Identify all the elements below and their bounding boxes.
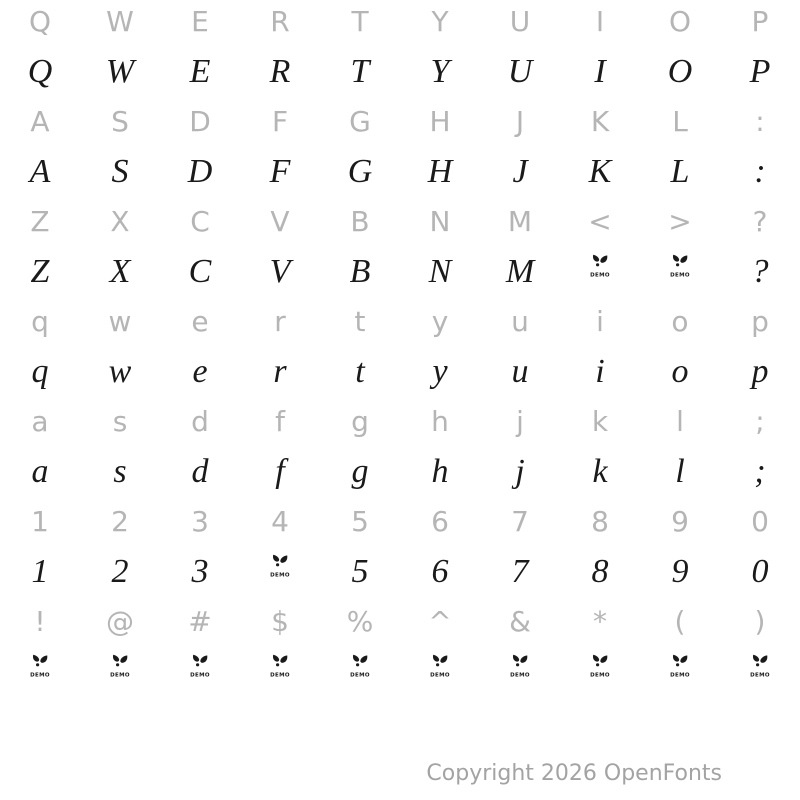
reference-char: X [110,205,130,238]
reference-char: I [595,5,605,38]
demo-glyph [320,644,400,700]
svg-text:DEMO: DEMO [670,272,690,279]
font-char: d [191,453,209,490]
reference-char: 5 [351,505,369,538]
font-char: X [109,253,131,290]
reference-char: ? [752,205,768,238]
font-glyph-row [0,44,800,100]
reference-char: U [509,5,531,38]
font-char: q [31,353,49,390]
font-char: o [671,353,689,390]
reference-char: 1 [31,505,49,538]
reference-char: k [591,405,609,438]
font-char: N [428,253,452,290]
font-char: R [269,53,291,90]
reference-char: s [112,405,128,438]
svg-text:DEMO: DEMO [510,672,530,679]
font-char: t [355,353,365,390]
reference-char: T [351,5,369,38]
reference-char: q [31,305,49,338]
font-char: a [31,453,49,490]
font-char: G [347,153,373,190]
svg-text:DEMO: DEMO [590,672,610,679]
font-char: h [431,453,449,490]
font-char: j [515,453,525,490]
font-char: O [667,53,693,90]
font-char: C [188,253,212,290]
reference-char: @ [106,605,134,638]
font-char: k [592,453,608,490]
demo-glyph [640,644,720,700]
font-char: W [105,53,135,90]
reference-char: e [191,305,209,338]
font-char: r [273,353,287,390]
font-char: T [350,53,370,90]
reference-char: F [271,105,289,138]
demo-glyph [160,644,240,700]
svg-text:DEMO: DEMO [270,572,290,579]
reference-char: ( [674,605,686,638]
font-char: Z [30,253,50,290]
font-char: w [108,353,132,390]
svg-text:DEMO: DEMO [270,672,290,679]
reference-char: < [588,205,612,238]
font-char: ? [751,253,769,290]
font-char: V [269,253,291,290]
font-char: B [349,253,371,290]
reference-char: A [30,105,50,138]
reference-char: 3 [191,505,209,538]
reference-char: Y [431,5,449,38]
demo-glyph [240,544,320,600]
reference-char: ! [34,605,46,638]
reference-char: $ [271,605,289,638]
font-char: ; [754,453,766,490]
reference-char: K [590,105,610,138]
reference-char: t [354,305,366,338]
reference-char: W [106,5,134,38]
svg-text:DEMO: DEMO [750,672,770,679]
reference-char-row [0,0,800,44]
reference-char: g [351,405,369,438]
reference-char: h [431,405,449,438]
reference-char: 6 [431,505,449,538]
font-glyph-row [0,444,800,500]
font-glyph-row [0,244,800,300]
font-char: J [512,153,528,190]
reference-char: O [668,5,692,38]
font-char: y [432,353,448,390]
font-char: A [29,153,51,190]
reference-char: f [275,405,285,438]
font-char: Y [430,53,450,90]
reference-char: 4 [271,505,289,538]
font-char: e [192,353,208,390]
reference-char: M [507,205,533,238]
font-char: 8 [591,553,609,590]
demo-glyph [480,644,560,700]
font-char: H [427,153,453,190]
font-char: D [187,153,213,190]
reference-char: J [515,105,525,138]
reference-char: j [516,405,524,438]
reference-char: V [270,205,290,238]
reference-char: i [596,305,604,338]
font-char: i [595,353,605,390]
font-char: 1 [31,553,49,590]
reference-char: % [346,605,374,638]
font-glyph-row [0,144,800,200]
reference-char: S [111,105,129,138]
fleuron-icon [669,252,691,279]
reference-char: Q [28,5,52,38]
demo-glyph [720,644,800,700]
font-char: E [189,53,211,90]
font-char: I [594,53,606,90]
reference-char: > [668,205,692,238]
reference-char: B [350,205,370,238]
reference-char: 2 [111,505,129,538]
font-char: f [275,453,285,490]
reference-char: u [511,305,529,338]
reference-char-row [0,600,800,644]
font-char: Q [27,53,53,90]
demo-glyph [80,644,160,700]
fleuron-icon [189,652,211,679]
fleuron-icon [429,652,451,679]
font-char: M [505,253,535,290]
svg-text:DEMO: DEMO [30,672,50,679]
font-char: 5 [351,553,369,590]
demo-glyph [400,644,480,700]
svg-text:DEMO: DEMO [350,672,370,679]
demo-glyph [0,644,80,700]
fleuron-icon [29,652,51,679]
font-char: 2 [111,553,129,590]
reference-char: P [751,5,769,38]
font-char: s [113,453,127,490]
svg-text:DEMO: DEMO [670,672,690,679]
demo-glyph [240,644,320,700]
reference-char: o [671,305,689,338]
font-char: l [675,453,685,490]
reference-char: a [31,405,49,438]
svg-text:DEMO: DEMO [430,672,450,679]
font-char: F [269,153,291,190]
font-char: g [351,453,369,490]
copyright-watermark: Copyright 2026 OpenFonts [426,761,722,786]
reference-char: 7 [511,505,529,538]
font-glyph-row [0,344,800,400]
reference-char: ) [754,605,766,638]
reference-char: ; [755,405,765,438]
reference-char: 8 [591,505,609,538]
reference-char: Z [30,205,50,238]
reference-char: d [191,405,209,438]
font-char: S [111,153,129,190]
reference-char-row [0,300,800,344]
reference-char: w [108,305,132,338]
fleuron-icon [669,652,691,679]
reference-char: D [189,105,211,138]
reference-char: L [672,105,688,138]
reference-char: C [190,205,210,238]
demo-glyph [640,244,720,300]
fleuron-icon [589,652,611,679]
reference-char: 0 [751,505,769,538]
font-char: : [754,153,766,190]
reference-char-row [0,500,800,544]
fleuron-icon [109,652,131,679]
svg-text:DEMO: DEMO [110,672,130,679]
reference-char: H [429,105,451,138]
font-char: 7 [511,553,529,590]
font-char: U [507,53,533,90]
fleuron-icon [749,652,771,679]
reference-char: ^ [428,605,452,638]
fleuron-icon [349,652,371,679]
fleuron-icon [269,552,291,579]
reference-char: E [191,5,209,38]
reference-char-row [0,200,800,244]
font-char: p [751,353,769,390]
fleuron-icon [269,652,291,679]
reference-char-row [0,400,800,444]
reference-char-row [0,100,800,144]
font-glyph-row [0,544,800,600]
font-char: K [588,153,612,190]
font-char: 6 [431,553,449,590]
demo-glyph [560,244,640,300]
reference-char: 9 [671,505,689,538]
reference-char: r [274,305,286,338]
font-char: 3 [191,553,209,590]
reference-char: * [593,605,607,638]
svg-text:DEMO: DEMO [190,672,210,679]
font-char: P [749,53,771,90]
font-char: 0 [751,553,769,590]
fleuron-icon [589,252,611,279]
reference-char: : [755,105,765,138]
font-char: u [511,353,529,390]
fleuron-icon [509,652,531,679]
reference-char: l [676,405,684,438]
font-char: L [670,153,690,190]
reference-char: R [270,5,290,38]
reference-char: # [188,605,212,638]
font-glyph-row [0,644,800,700]
reference-char: G [349,105,371,138]
reference-char: N [429,205,451,238]
reference-char: y [431,305,449,338]
reference-char: & [509,605,531,638]
demo-glyph [560,644,640,700]
reference-char: p [751,305,769,338]
svg-text:DEMO: DEMO [590,272,610,279]
font-char: 9 [671,553,689,590]
